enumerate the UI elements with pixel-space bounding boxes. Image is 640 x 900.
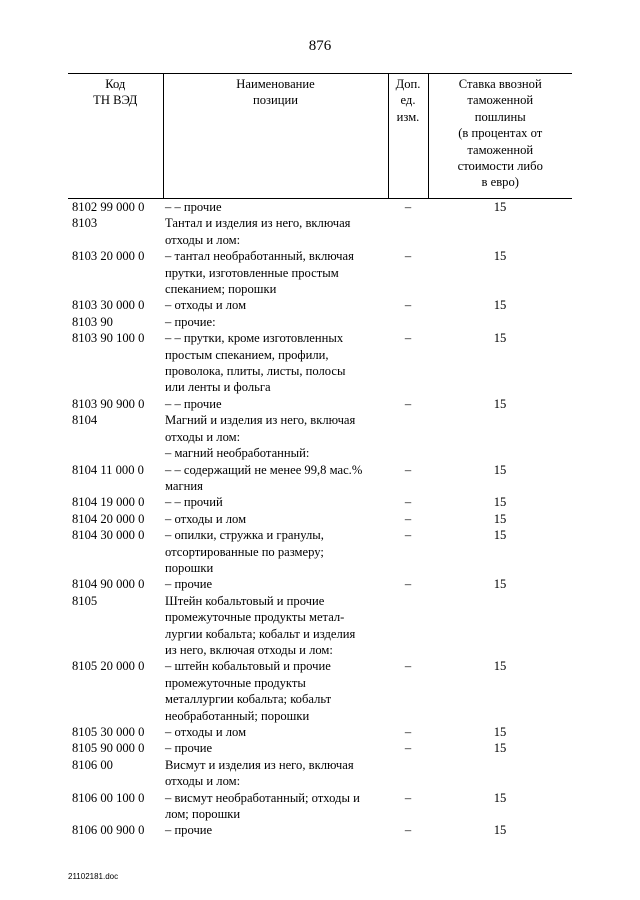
- rate-cell: 15: [493, 200, 507, 214]
- table-row: [68, 445, 572, 461]
- rate-cell: 15: [493, 790, 507, 805]
- table-body: [68, 199, 572, 839]
- rate-cell: 15: [493, 577, 507, 592]
- code-cell: 8103 20 000 0: [72, 249, 145, 264]
- rate-cell: 15: [493, 528, 507, 543]
- rate-cell: 15: [493, 495, 507, 510]
- code-cell: 8104 20 000 0: [72, 511, 145, 526]
- unit-cell: [388, 314, 428, 330]
- rate-cell: 15: [493, 298, 507, 313]
- rate-cell: 15: [493, 331, 507, 346]
- document-footer: 21102181.doc: [68, 872, 119, 881]
- header-name: Наименование позиции: [163, 74, 388, 199]
- table-row: [68, 511, 572, 527]
- unit-cell: –: [404, 462, 412, 477]
- rate-cell: 15: [493, 659, 507, 674]
- table-row: [68, 790, 572, 823]
- table-row: [68, 297, 572, 313]
- table-row: [68, 462, 572, 495]
- code-cell: 8105 90 000 0: [72, 741, 145, 756]
- unit-cell: [388, 215, 428, 248]
- table-row: [68, 314, 572, 330]
- table-row: [68, 757, 572, 790]
- table-row: [68, 330, 572, 396]
- table-row: [68, 822, 572, 838]
- name-cell: – прочие: [165, 577, 213, 592]
- table-row: [68, 412, 572, 445]
- rate-cell: 15: [493, 725, 507, 739]
- code-cell: 8105: [72, 593, 98, 608]
- header-code: Код ТН ВЭД: [93, 77, 138, 108]
- unit-cell: –: [404, 528, 412, 543]
- unit-cell: –: [404, 331, 412, 346]
- unit-cell: –: [404, 741, 412, 756]
- unit-cell: –: [404, 495, 412, 510]
- rate-cell: 15: [493, 741, 507, 756]
- code-cell: 8102 99 000 0: [72, 200, 145, 214]
- rate-cell: 15: [493, 511, 507, 526]
- page-number: 876: [308, 38, 332, 54]
- unit-cell: –: [404, 511, 412, 526]
- name-cell: – штейн кобальтовый и прочие промежуточные продукты металлургии кобальта; кобальт необработанный; порошки: [165, 659, 332, 723]
- unit-cell: –: [404, 577, 412, 592]
- name-cell: Тантал и изделия из него, включая отходы и лом:: [165, 216, 351, 247]
- rate-cell: 15: [493, 462, 507, 477]
- tariff-table: [68, 73, 572, 839]
- table-row: [68, 199, 572, 216]
- unit-cell: –: [404, 725, 412, 739]
- unit-cell: –: [404, 396, 412, 411]
- name-cell: – – прочий: [165, 495, 223, 510]
- rate-cell: [428, 445, 572, 461]
- name-cell: – прочие: [165, 741, 213, 756]
- code-cell: 8106 00 100 0: [72, 790, 145, 805]
- name-cell: – – прочие: [165, 200, 222, 214]
- name-cell: Висмут и изделия из него, включая отходы и лом:: [165, 757, 354, 789]
- code-cell: [68, 445, 163, 461]
- name-cell: – опилки, стружка и гранулы, отсортированные по размеру; порошки: [165, 528, 324, 575]
- rate-cell: 15: [493, 823, 507, 838]
- code-cell: 8104 11 000 0: [72, 462, 144, 477]
- table-row: [68, 576, 572, 592]
- rate-cell: [428, 412, 572, 445]
- name-cell: – отходы и лом: [165, 511, 247, 526]
- rate-cell: [428, 593, 572, 659]
- unit-cell: [388, 445, 428, 461]
- code-cell: 8104: [72, 413, 98, 428]
- name-cell: – – прочие: [165, 396, 222, 411]
- code-cell: 8104 30 000 0: [72, 528, 145, 543]
- code-cell: 8105 30 000 0: [72, 725, 145, 739]
- code-cell: 8104 90 000 0: [72, 577, 145, 592]
- table-row: [68, 215, 572, 248]
- name-cell: – отходы и лом: [165, 725, 247, 739]
- code-cell: 8103: [72, 216, 98, 231]
- unit-cell: –: [404, 249, 412, 264]
- name-cell: – – прутки, кроме изготовленных простым спеканием, профили, проволока, плиты, листы, полосы или ленты и фольга: [165, 331, 346, 395]
- table-row: [68, 724, 572, 740]
- name-cell: – тантал необработанный, включая прутки, изготовленные простым спеканием; порошки: [165, 249, 354, 297]
- code-cell: 8103 90 100 0: [72, 331, 145, 346]
- table-row: [68, 494, 572, 510]
- rate-cell: 15: [493, 396, 507, 411]
- code-cell: 8103 90 900 0: [72, 396, 145, 411]
- header-row: [68, 74, 572, 199]
- unit-cell: –: [404, 790, 412, 805]
- table-row: [68, 248, 572, 297]
- unit-cell: –: [404, 823, 412, 838]
- table-row: [68, 527, 572, 576]
- name-cell: Штейн кобальтовый и прочие промежуточные продукты метал- лургии кобальта; кобальт и изделия из него, включая отходы и лом:: [165, 593, 356, 657]
- table-row: [68, 593, 572, 659]
- table-row: [68, 740, 572, 756]
- code-cell: 8105 20 000 0: [72, 659, 145, 674]
- unit-cell: [388, 757, 428, 790]
- table-row: [68, 658, 572, 724]
- code-cell: 8106 00: [72, 757, 113, 772]
- unit-cell: –: [404, 659, 412, 674]
- rate-cell: [428, 314, 572, 330]
- code-cell: 8103 90: [72, 314, 113, 329]
- unit-cell: –: [404, 200, 412, 214]
- table-row: [68, 396, 572, 412]
- name-cell: – отходы и лом: [165, 298, 247, 313]
- name-cell: – – содержащий не менее 99,8 мас.% магния: [165, 462, 363, 493]
- unit-cell: –: [404, 298, 412, 313]
- header-unit: Доп. ед. изм.: [388, 74, 428, 199]
- code-cell: 8103 30 000 0: [72, 298, 145, 313]
- unit-cell: [388, 412, 428, 445]
- rate-cell: [428, 215, 572, 248]
- name-cell: Магний и изделия из него, включая отходы и лом:: [165, 413, 356, 444]
- code-cell: 8106 00 900 0: [72, 823, 145, 838]
- rate-cell: [428, 757, 572, 790]
- unit-cell: [388, 593, 428, 659]
- table-header: [68, 74, 572, 199]
- header-rate: Ставка ввозной таможенной пошлины (в процентах от таможенной стоимости либо в евро): [428, 74, 572, 199]
- name-cell: – висмут необработанный; отходы и лом; порошки: [165, 790, 360, 822]
- name-cell: – прочие: [165, 823, 213, 838]
- code-cell: 8104 19 000 0: [72, 495, 145, 510]
- rate-cell: 15: [493, 249, 507, 264]
- name-cell: – прочие:: [165, 314, 216, 329]
- name-cell: – магний необработанный:: [165, 446, 310, 461]
